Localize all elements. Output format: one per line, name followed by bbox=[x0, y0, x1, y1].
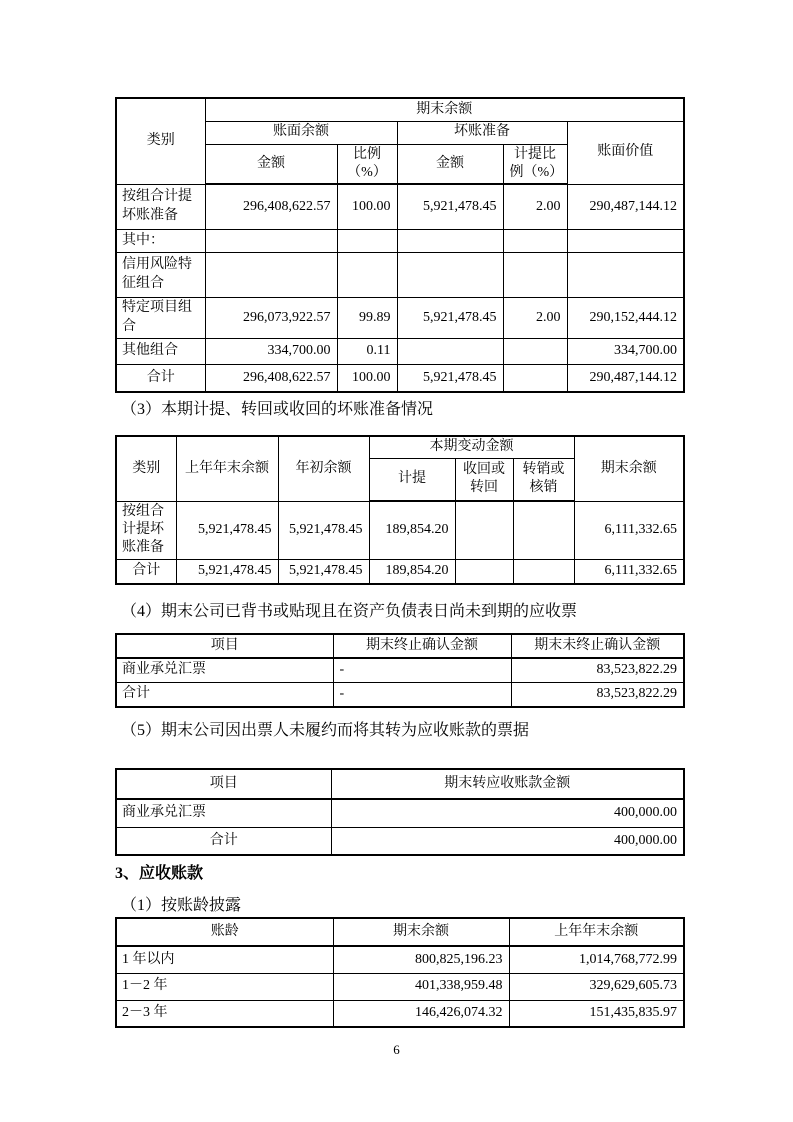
row-label-cell: 按组合计提坏账准备 bbox=[116, 501, 176, 559]
header-aging: 账龄 bbox=[116, 918, 333, 946]
value-cell: 100.00 bbox=[337, 184, 397, 229]
table-row bbox=[116, 973, 684, 1000]
value-cell bbox=[513, 501, 574, 559]
value-cell bbox=[503, 338, 567, 364]
header-amount: 金额 bbox=[205, 144, 337, 184]
value-cell bbox=[503, 252, 567, 297]
row-label-cell: 特定项目组合 bbox=[116, 297, 205, 338]
value-cell: 290,487,144.12 bbox=[567, 184, 684, 229]
total-row bbox=[116, 827, 684, 855]
value-cell bbox=[397, 338, 503, 364]
value-cell: 296,073,922.57 bbox=[205, 297, 337, 338]
header-category: 类别 bbox=[116, 436, 176, 501]
header-ratio: 比例（%） bbox=[337, 144, 397, 184]
value-cell bbox=[397, 229, 503, 252]
table-row bbox=[116, 338, 684, 364]
value-cell: 5,921,478.45 bbox=[397, 184, 503, 229]
provision-by-category-table bbox=[115, 97, 685, 393]
value-cell: 329,629,605.73 bbox=[509, 973, 684, 1000]
value-cell: 334,700.00 bbox=[567, 338, 684, 364]
section-5-title: （5）期末公司因出票人未履约而将其转为应收账款的票据 bbox=[121, 722, 530, 739]
section-4-title: （4）期末公司已背书或贴现且在资产负债表日尚未到期的应收票 bbox=[121, 603, 578, 620]
header-prev-year-end-balance: 上年年末余额 bbox=[176, 436, 278, 501]
value-cell: 400,000.00 bbox=[331, 799, 684, 827]
value-cell: 334,700.00 bbox=[205, 338, 337, 364]
value-cell: 99.89 bbox=[337, 297, 397, 338]
total-row bbox=[116, 682, 684, 707]
header-bad-debt-provision: 坏账准备 bbox=[397, 121, 567, 144]
row-label-cell: 1 年以内 bbox=[116, 946, 333, 973]
table-row bbox=[116, 946, 684, 973]
total-label-cell: 合计 bbox=[116, 682, 333, 707]
page-number: 6 bbox=[393, 1042, 400, 1057]
table-row bbox=[116, 297, 684, 338]
value-cell bbox=[513, 559, 574, 584]
value-cell: 401,338,959.48 bbox=[333, 973, 509, 1000]
value-cell: 290,152,444.12 bbox=[567, 297, 684, 338]
total-label-cell: 合计 bbox=[116, 364, 205, 392]
accounts-receivable-heading: 3、应收账款 bbox=[115, 865, 204, 882]
table-row bbox=[116, 1000, 684, 1027]
value-cell: 83,523,822.29 bbox=[511, 658, 684, 682]
value-cell: 5,921,478.45 bbox=[176, 559, 278, 584]
value-cell: 189,854.20 bbox=[369, 501, 455, 559]
table-row bbox=[116, 658, 684, 682]
value-cell bbox=[503, 364, 567, 392]
header-item: 项目 bbox=[116, 634, 333, 658]
row-label-cell: 1－2 年 bbox=[116, 973, 333, 1000]
value-cell: 5,921,478.45 bbox=[176, 501, 278, 559]
value-cell: 400,000.00 bbox=[331, 827, 684, 855]
header-current-period-change: 本期变动金额 bbox=[369, 436, 574, 458]
row-label-cell: 商业承兑汇票 bbox=[116, 658, 333, 682]
section-3-title: （3）本期计提、转回或收回的坏账准备情况 bbox=[121, 401, 434, 418]
value-cell: - bbox=[333, 658, 511, 682]
value-cell: 5,921,478.45 bbox=[397, 297, 503, 338]
value-cell: 146,426,074.32 bbox=[333, 1000, 509, 1027]
value-cell: 800,825,196.23 bbox=[333, 946, 509, 973]
value-cell: 5,921,478.45 bbox=[278, 559, 369, 584]
header-period-end-balance: 期末余额 bbox=[333, 918, 509, 946]
header-prev-year-end-balance: 上年年末余额 bbox=[509, 918, 684, 946]
value-cell: 5,921,478.45 bbox=[278, 501, 369, 559]
row-label-cell: 信用风险特征组合 bbox=[116, 252, 205, 297]
value-cell bbox=[397, 252, 503, 297]
value-cell: - bbox=[333, 682, 511, 707]
header-item: 项目 bbox=[116, 769, 331, 799]
endorsed-notes-table bbox=[115, 633, 685, 708]
aging-disclosure-subheading: （1）按账龄披露 bbox=[121, 897, 242, 914]
table-row bbox=[116, 501, 684, 559]
header-year-begin-balance: 年初余额 bbox=[278, 436, 369, 501]
value-cell: 100.00 bbox=[337, 364, 397, 392]
row-label-cell: 其他组合 bbox=[116, 338, 205, 364]
table-row bbox=[116, 252, 684, 297]
value-cell: 1,014,768,772.99 bbox=[509, 946, 684, 973]
header-book-balance: 账面余额 bbox=[205, 121, 397, 144]
header-derecognized-amount: 期末终止确认金额 bbox=[333, 634, 511, 658]
row-label-cell: 其中： bbox=[116, 229, 205, 252]
value-cell: 2.00 bbox=[503, 184, 567, 229]
table-row bbox=[116, 229, 684, 252]
value-cell: 189,854.20 bbox=[369, 559, 455, 584]
row-label-cell: 按组合计提坏账准备 bbox=[116, 184, 205, 229]
total-label-cell: 合计 bbox=[116, 559, 176, 584]
header-category: 类别 bbox=[116, 98, 205, 184]
table-row bbox=[116, 799, 684, 827]
value-cell: 0.11 bbox=[337, 338, 397, 364]
header-written-off: 转销或核销 bbox=[513, 458, 574, 501]
value-cell: 290,487,144.12 bbox=[567, 364, 684, 392]
value-cell bbox=[455, 559, 513, 584]
value-cell: 151,435,835.97 bbox=[509, 1000, 684, 1027]
table-row bbox=[116, 184, 684, 229]
value-cell bbox=[337, 229, 397, 252]
total-row bbox=[116, 559, 684, 584]
header-accrued: 计提 bbox=[369, 458, 455, 501]
value-cell: 6,111,332.65 bbox=[574, 559, 684, 584]
value-cell bbox=[567, 229, 684, 252]
header-period-end-balance: 期末余额 bbox=[574, 436, 684, 501]
value-cell: 6,111,332.65 bbox=[574, 501, 684, 559]
value-cell bbox=[337, 252, 397, 297]
value-cell bbox=[567, 252, 684, 297]
value-cell bbox=[205, 252, 337, 297]
header-book-value: 账面价值 bbox=[567, 121, 684, 184]
value-cell: 83,523,822.29 bbox=[511, 682, 684, 707]
header-transferred-amount: 期末转应收账款金额 bbox=[331, 769, 684, 799]
value-cell: 5,921,478.45 bbox=[397, 364, 503, 392]
total-row bbox=[116, 364, 684, 392]
header-accrual-ratio: 计提比例（%） bbox=[503, 144, 567, 184]
value-cell: 296,408,622.57 bbox=[205, 364, 337, 392]
header-period-end-balance: 期末余额 bbox=[205, 98, 684, 121]
row-label-cell: 商业承兑汇票 bbox=[116, 799, 331, 827]
provision-movement-table bbox=[115, 435, 685, 585]
aging-table bbox=[115, 917, 685, 1028]
notes-transferred-table bbox=[115, 768, 685, 856]
value-cell bbox=[205, 229, 337, 252]
value-cell bbox=[455, 501, 513, 559]
value-cell: 296,408,622.57 bbox=[205, 184, 337, 229]
total-label-cell: 合计 bbox=[116, 827, 331, 855]
header-amount: 金额 bbox=[397, 144, 503, 184]
row-label-cell: 2－3 年 bbox=[116, 1000, 333, 1027]
value-cell: 2.00 bbox=[503, 297, 567, 338]
header-recovered-or-reversed: 收回或转回 bbox=[455, 458, 513, 501]
value-cell bbox=[503, 229, 567, 252]
header-not-derecognized-amount: 期末未终止确认金额 bbox=[511, 634, 684, 658]
